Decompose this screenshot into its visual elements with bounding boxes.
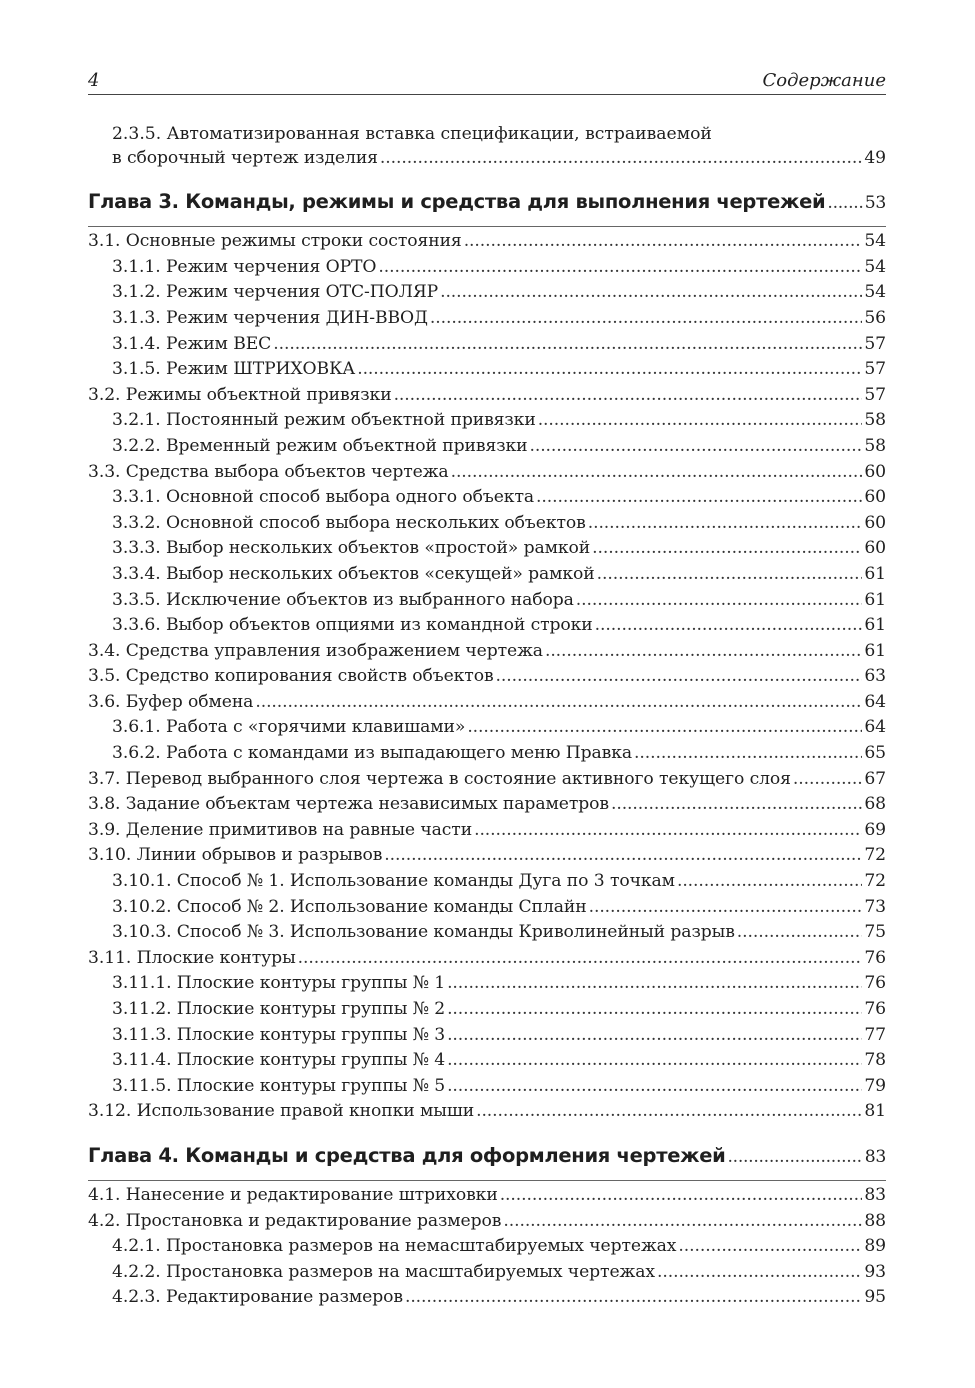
dot-leader [536,487,862,507]
toc-entry-title: 3.2.2. Временный режим объектной привязки [112,435,528,456]
chapter-4-entries [88,1185,886,1313]
toc-entry-title: 3.2. Режимы объектной привязки [88,384,392,405]
toc-entry-page: 65 [864,743,886,764]
table-of-contents [88,122,886,1313]
dot-leader [440,282,862,302]
toc-entry[interactable] [88,564,886,590]
toc-entry-title: 3.6.1. Работа с «горячими клавишами» [112,717,466,738]
toc-entry-page: 72 [864,871,886,892]
toc-entry-page: 89 [864,1236,886,1257]
toc-entry-page: 93 [864,1261,886,1282]
toc-entry[interactable] [88,436,886,462]
toc-entry-page: 54 [864,282,886,303]
toc-entry[interactable] [88,1236,886,1262]
toc-entry-title: 3.8. Задание объектам чертежа независимых параметров [88,794,609,815]
dot-leader [595,615,863,635]
dot-leader [380,148,862,168]
dot-leader [611,794,862,814]
dot-leader [474,820,862,840]
toc-entry-title: 4.2.3. Редактирование размеров [112,1287,403,1308]
toc-entry-title: 3.6.2. Работа с командами из выпадающего меню Правка [112,743,632,764]
toc-entry-page: 75 [864,922,886,943]
chapter-page: 53 [864,193,886,214]
dot-leader [451,462,863,482]
dot-leader [378,257,862,277]
chapter-title: Глава 3. Команды, режимы и средства для выполнения чертежей [88,190,826,214]
toc-entry-title: 4.1. Нанесение и редактирование штриховки [88,1184,498,1205]
toc-entry-page: 72 [864,845,886,866]
toc-entry[interactable] [88,666,886,692]
dot-leader [576,590,863,610]
toc-entry-page: 49 [864,147,886,168]
toc-entry-page: 77 [864,1024,886,1045]
toc-entry[interactable] [88,410,886,436]
toc-entry-page: 54 [864,231,886,252]
dot-leader [447,999,862,1019]
dot-leader [793,769,862,789]
dot-leader [503,1211,862,1231]
chapter-4-heading[interactable] [88,1144,886,1181]
dot-leader [467,717,862,737]
toc-entry-page: 61 [864,615,886,636]
toc-entry-title: 3.1.1. Режим черчения ОРТО [112,256,377,277]
toc-entry-title: 4.2.2. Простановка размеров на масштабируемых чертежах [112,1261,655,1282]
toc-entry-title: 3.10.3. Способ № 3. Использование команды Криволинейный разрыв [112,922,735,943]
toc-entry-page: 95 [864,1287,886,1308]
dot-leader [447,1050,862,1070]
toc-entry-title: 3.5. Средство копирования свойств объектов [88,666,494,687]
dot-leader [255,692,862,712]
toc-entry-title: 3.3.2. Основной способ выбора нескольких объектов [112,512,586,533]
toc-entry[interactable] [88,538,886,564]
toc-entry-title: 3.10.1. Способ № 1. Использование команды Дуга по 3 точкам [112,871,675,892]
page-header [88,68,886,95]
toc-entry-title: 3.3. Средства выбора объектов чертежа [88,461,449,482]
toc-entry-title: 3.1. Основные режимы строки состояния [88,231,462,252]
chapter-page: 83 [864,1146,886,1167]
toc-entry-page: 76 [864,973,886,994]
dot-leader [538,410,863,430]
toc-entry[interactable] [88,717,886,743]
dot-leader [588,513,863,533]
toc-entry-title: 3.11.1. Плоские контуры группы № 1 [112,973,446,994]
toc-entry[interactable] [88,1076,886,1102]
dot-leader [592,538,862,558]
toc-entry[interactable] [88,641,886,667]
dot-leader [657,1262,862,1282]
toc-entry-page: 88 [864,1210,886,1231]
toc-entry[interactable] [88,282,886,308]
toc-entry-page: 81 [864,1101,886,1122]
toc-entry-title: в сборочный чертеж изделия [112,147,378,168]
toc-entry-page: 61 [864,563,886,584]
dot-leader [496,666,863,686]
toc-entry-title: 3.9. Деление примитивов на равные части [88,819,473,840]
toc-entry-page: 76 [864,999,886,1019]
toc-entry-page: 78 [864,1050,886,1071]
toc-entry[interactable] [88,1025,886,1051]
toc-entry-title: 3.11.3. Плоские контуры группы № 3 [112,1024,446,1045]
toc-entry-title: 3.11.5. Плоские контуры группы № 5 [112,1075,446,1096]
toc-entry-page: 79 [864,1075,886,1096]
toc-entry-title: 3.7. Перевод выбранного слоя чертежа в состояние активного текущего слоя [88,768,791,789]
toc-entry-title: 3.3.1. Основной способ выбора одного объекта [112,487,535,508]
toc-entry-page: 67 [864,768,886,789]
toc-entry[interactable] [88,845,886,871]
toc-entry-continued-line: 2.3.5. Автоматизированная вставка спецификации, встраиваемой [112,124,712,144]
toc-entry-title: 3.1.2. Режим черчения ОТС-ПОЛЯР [112,282,439,303]
chapter-title: Глава 4. Команды и средства для оформления чертежей [88,1143,726,1167]
dot-leader [394,385,863,405]
toc-entry-page: 64 [864,717,886,738]
toc-entry-page: 60 [864,487,886,508]
toc-entry-page: 63 [864,666,886,687]
toc-entry[interactable] [88,897,886,923]
dot-leader [298,948,863,968]
toc-entry-title: 3.1.3. Режим черчения ДИН-ВВОД [112,307,428,328]
toc-entry[interactable] [88,948,886,974]
toc-entry[interactable] [88,334,886,360]
toc-entry-page: 58 [864,435,886,456]
dot-leader [677,871,862,891]
dot-leader [447,1076,862,1096]
dot-leader [737,922,863,942]
toc-entry-title: 3.10. Линии обрывов и разрывов [88,845,383,866]
toc-entry[interactable] [88,973,886,999]
toc-entry[interactable] [88,487,886,513]
toc-entry-title: 3.6. Буфер обмена [88,691,254,712]
toc-entry[interactable] [88,148,886,174]
toc-entry-page: 60 [864,512,886,533]
toc-entry[interactable] [88,359,886,385]
toc-entry-page: 58 [864,410,886,431]
dot-leader [678,1236,862,1256]
toc-entry[interactable] [88,1185,886,1211]
toc-entry-page: 57 [864,333,886,354]
toc-entry-title: 4.2.1. Простановка размеров на немасштабируемых чертежах [112,1236,677,1257]
chapter-3-entries [88,231,886,1127]
toc-entry[interactable] [88,743,886,769]
toc-entry-title: 3.11.2. Плоские контуры группы № 2 [112,999,446,1019]
toc-entry-title: 3.1.5. Режим ШТРИХОВКА [112,359,356,380]
toc-entry-page: 64 [864,691,886,712]
toc-entry-title: 3.10.2. Способ № 2. Использование команды Сплайн [112,896,587,917]
dot-leader [464,231,863,251]
toc-entry[interactable] [88,1211,886,1237]
toc-entry-page: 68 [864,794,886,815]
toc-entry[interactable] [88,1262,886,1288]
dot-leader [545,641,862,661]
dot-leader [827,193,862,213]
toc-entry[interactable] [88,999,886,1025]
toc-entry[interactable] [88,1101,886,1127]
toc-entry[interactable] [88,692,886,718]
toc-entry[interactable] [88,871,886,897]
dot-leader [384,845,862,865]
toc-entry-page: 56 [864,307,886,328]
dot-leader [405,1287,862,1307]
toc-entry[interactable] [88,794,886,820]
toc-entry-page: 60 [864,461,886,482]
toc-entry-title: 3.12. Использование правой кнопки мыши [88,1101,475,1122]
toc-entry[interactable] [88,615,886,641]
dot-leader [529,436,862,456]
toc-entry-page: 83 [864,1184,886,1205]
toc-entry[interactable] [88,769,886,795]
toc-entry[interactable] [88,820,886,846]
dot-leader [589,897,863,917]
toc-entry-title: 3.1.4. Режим ВЕС [112,333,272,354]
toc-entry[interactable] [88,257,886,283]
toc-entry[interactable] [88,1050,886,1076]
toc-entry[interactable] [88,462,886,488]
toc-entry-page: 76 [864,947,886,968]
toc-entry-title: 4.2. Простановка и редактирование размеров [88,1210,502,1231]
dot-leader [597,564,863,584]
toc-entry-title: 3.3.4. Выбор нескольких объектов «секущей» рамкой [112,563,595,584]
dot-leader [447,973,862,993]
toc-entry-title: 3.3.5. Исключение объектов из выбранного набора [112,589,574,610]
dot-leader [447,1025,862,1045]
toc-entry-page: 61 [864,640,886,661]
toc-entry[interactable] [88,308,886,334]
toc-entry[interactable] [88,590,886,616]
toc-entry-page: 54 [864,256,886,277]
dot-leader [728,1147,863,1167]
dot-leader [476,1101,862,1121]
toc-entry-title: 3.3.3. Выбор нескольких объектов «простой» рамкой [112,538,591,559]
toc-entry[interactable] [88,922,886,948]
toc-entry[interactable] [88,513,886,539]
toc-entry-title: 3.3.6. Выбор объектов опциями из командной строки [112,615,593,636]
dot-leader [357,359,862,379]
toc-entry[interactable] [88,385,886,411]
toc-entry-page: 60 [864,538,886,559]
toc-entry-title: 3.4. Средства управления изображением чертежа [88,640,543,661]
chapter-3-heading[interactable] [88,190,886,227]
dot-leader [430,308,862,328]
toc-entry-page: 69 [864,819,886,840]
toc-entry-title: 3.11. Плоские контуры [88,947,296,968]
toc-entry-page: 57 [864,384,886,405]
toc-entry[interactable] [88,231,886,257]
toc-entry-page: 61 [864,589,886,610]
toc-entry[interactable] [88,1287,886,1313]
dot-leader [273,334,862,354]
dot-leader [500,1185,863,1205]
toc-entry-page: 73 [864,896,886,917]
section-title: Содержание [762,70,886,91]
dot-leader [634,743,862,763]
page-number: 4 [88,70,100,91]
toc-entry-page: 57 [864,359,886,380]
toc-entry-title: 3.2.1. Постоянный режим объектной привязки [112,410,536,431]
toc-entry-title: 3.11.4. Плоские контуры группы № 4 [112,1050,446,1071]
